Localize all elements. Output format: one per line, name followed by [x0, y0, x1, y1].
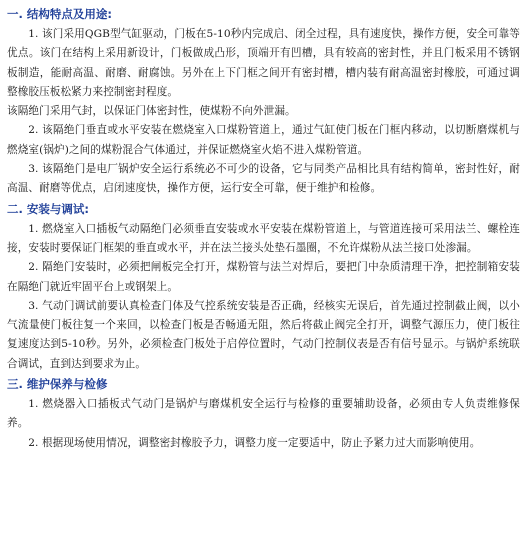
paragraph: 该隔绝门采用气封，以保证门体密封性，使煤粉不向外泄漏。: [7, 105, 296, 118]
section-title: 一. 结构特点及用途:: [7, 7, 112, 21]
section-installation: [7, 200, 520, 374]
paragraph: 2. 隔绝门安装时，必须把闸板完全打开，煤粉管与法兰对焊后，要把门中杂质清理干净，把控制箱安装在隔绝门就近牢固平台上或钢架上。: [7, 261, 520, 293]
paragraph: 2. 根据现场使用情况，调整密封橡胶予力，调整力度一定要适中，防止予紧力过大而影响使用。: [28, 436, 481, 449]
section-maintenance: [7, 375, 520, 453]
paragraph: 2. 该隔绝门垂直或水平安装在燃烧室入口煤粉管道上，通过气缸使门板在门框内移动，以切断磨煤机与燃烧室(锅炉)之间的煤粉混合气体通过，并保证燃烧室火焰不进入煤粉管道。: [7, 124, 520, 156]
paragraph: 1. 燃烧器入口插板式气动门是锅炉与磨煤机安全运行与检修的重要辅助设备，必须由专人负责维修保养。: [7, 398, 520, 430]
section-title: 三. 维护保养与检修: [7, 377, 108, 392]
paragraph: 1. 燃烧室入口插板气动隔绝门必须垂直安装或水平安装在煤粉管道上，与管道连接可采用法兰、螺栓连接，安装时要保证门框架的垂直或水平，并在法兰接头处垫石墨圈，不允许煤粉从法兰接口处渗漏。: [7, 222, 520, 254]
section-structure-features: [7, 5, 520, 199]
section-title: 二. 安装与调试:: [7, 201, 89, 216]
paragraph: 3. 气动门调试前要认真检查门体及气控系统安装是否正确，经核实无误后，首先通过控制截止阀，以小气流量使门板往复一个来回，以检查门板是否畅通无阻，然后将截止阀完全打开，调整气源压力，使门板往复速度达到5-10秒。另外，必须检查门板处于启停位置时，气动门控制仪表是否有信号显示。与锅炉系统联合调试，直到达到要求为止。: [7, 299, 520, 370]
paragraph: 1. 该门采用QGB型气缸驱动，门板在5-10秒内完成启、闭全过程，具有速度快，操作方便，安全可靠等优点。该门在结构上采用新设计，门板做成凸形，顶端开有凹槽，具有较高的密封性，并且门板采用不锈钢板制造，能耐高温、耐磨、耐腐蚀。另外在上下门框之间开有密封槽，槽内装有耐高温密封橡胶，可通过调整橡胶压板松紧力来控制密封程度。: [7, 28, 520, 98]
paragraph: 3. 该隔绝门是电厂锅炉安全运行系统必不可少的设备，它与同类产品相比具有结构简单，密封性好，耐高温、耐磨等优点，启闭速度快，操作方便，运行安全可靠，便于维护和检修。: [7, 163, 520, 195]
